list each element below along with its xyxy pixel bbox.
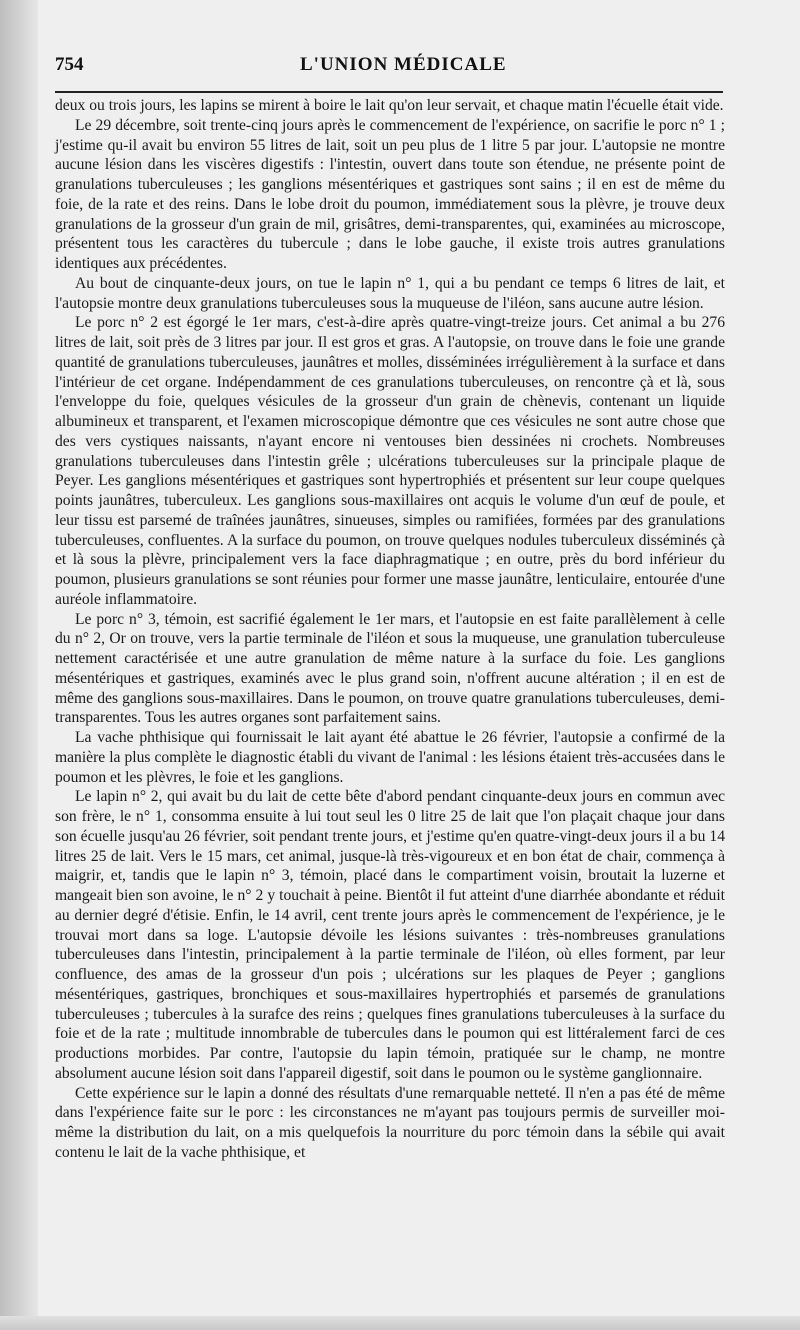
- page-number: 754: [55, 54, 84, 75]
- paragraph-continuation: deux ou trois jours, les lapins se mirent à boire le lait qu'on leur servait, et chaque matin l'écuelle était vide.: [55, 97, 724, 114]
- paragraph-porc-1: Le 29 décembre, soit trente-cinq jours après le commencement de l'expérience, on sacrifie le porc n° 1 ; j'estime qu-il avait bu environ 55 litres de lait, soit un peu plus de 1 litre 5 par jour. L'autopsie ne montre aucune lésion dans les viscères digestifs : l'intestin, ouvert dans toute son étendue, ne présente point de granulations tuberculeuses ; les ganglions mésentériques et gastriques sont sains ; il en est de même du foie, de la rate et des reins. Dans le lobe droit du poumon, immédiatement sous la plèvre, je trouve deux granulations de la grosseur d'un grain de mil, grisâtres, demi-transparentes, qui, examinées au microscope, présentent tous les caractères du tubercule ; dans le lobe gauche, il existe trois autres granulations identiques aux précédentes.: [55, 116, 725, 272]
- paragraph-lapin-2: Le lapin n° 2, qui avait bu du lait de cette bête d'abord pendant cinquante-deux jours en commun avec son frère, le n° 1, consomma ensuite à lui tout seul les 0 litre 25 de lait que l'on plaçait chaque jour dans son écuelle jusqu'au 26 février, soit pendant trente jours, et j'estime qu'en quatre-vingt-deux jours il a bu 14 litres 25 de lait. Vers le 15 mars, cet animal, jusque-là très-vigoureux et en bon état de chair, commença à maigrir, et, tandis que le lapin n° 3, témoin, placé dans le compartiment voisin, broutait la luzerne et mangeait bien son avoine, le n° 2 y touchait à peine. Bientôt il fut atteint d'une diarrhée abondante et réduit au dernier degré d'étisie. Enfin, le 14 avril, cent trente jours après le commencement de l'expérience, je le trouvai mort dans sa loge. L'autopsie dévoile les lésions suivantes : très-nombreuses granulations tuberculeuses dans l'intestin, principalement à la partie terminale de l'iléon, où elles forment, par leur confluence, des amas de la grosseur d'un pois ; ulcérations sur les plaques de Peyer ; ganglions mésentériques, gastriques, bronchiques et sous-maxillaires hypertrophiés et parsemés de granulations tuberculeuses ; tubercules à la surafce des reins ; quelques fines granulations tuberculeuses à la surface du foie et de la rate ; multitude innombrable de tubercules dans le poumon qui est littéralement farci de ces productions morbides. Par contre, l'autopsie du lapin témoin, pratiquée sur le champ, ne montre absolument aucune lésion soit dans l'appareil digestif, soit dans le poumon ou le système ganglionnaire.: [55, 788, 725, 1082]
- body-text: [55, 96, 725, 1163]
- page-edge-shadow: [0, 0, 38, 1330]
- paragraph-vache: La vache phthisique qui fournissait le lait ayant été abattue le 26 février, l'autopsie a confirmé de la manière la plus complète le diagnostic établi du vivant de l'animal : les lésions étaient très-accusées dans le poumon et les plèvres, le foie et les ganglions.: [55, 729, 725, 786]
- paragraph-lapin-1: Au bout de cinquante-deux jours, on tue le lapin n° 1, qui a bu pendant ce temps 6 litres de lait, et l'autopsie montre deux granulations tuberculeuses sous la muqueuse de l'iléon, sans aucune autre lésion.: [55, 274, 725, 312]
- running-title: L'UNION MÉDICALE: [300, 54, 507, 75]
- header-rule: [55, 91, 723, 93]
- paragraph-conclusion: Cette expérience sur le lapin a donné des résultats d'une remarquable netteté. Il n'en a pas été de même dans l'expérience faite sur le porc : les circonstances ne m'ayant pas toujours permis de surveiller moi-même la distribution du lait, on a mis quelquefois la nourriture du porc témoin dans la sébile qui avait contenu le lait de la vache phthisique, et: [55, 1084, 725, 1161]
- paragraph-porc-3: Le porc n° 3, témoin, est sacrifié également le 1er mars, et l'autopsie en est faite parallèlement à celle du n° 2, Or on trouve, vers la partie terminale de l'iléon et sous la muqueuse, une granulation tuberculeuse nettement caractérisée et une autre granulation de même nature à la surface du foie. Les ganglions mésentériques et gastriques, examinés avec le plus grand soin, n'offrent aucune altération ; il en est de même des ganglions sous-maxillaires. Dans le poumon, on trouve quatre granulations tuberculeuses, demi-transparentes. Tous les autres organes sont parfaitement sains.: [55, 610, 725, 727]
- paragraph-porc-2: Le porc n° 2 est égorgé le 1er mars, c'est-à-dire après quatre-vingt-treize jours. Cet animal a bu 276 litres de lait, soit près de 3 litres par jour. Il est gros et gras. A l'autopsie, on trouve dans le foie une grande quantité de granulations tuberculeuses, jaunâtres et molles, disséminées irrégulièrement à la surface et dans l'intérieur de cet organe. Indépendamment de ces granulations tuberculeuses, on rencontre çà et là, sous l'enveloppe du foie, quelques vésicules de la grosseur d'un grain de chènevis, contenant un liquide albumineux et transparent, et l'examen microscopique démontre que ces vésicules ne sont autre chose que des vers cystiques naissants, n'ayant encore ni ventouses bien dessinées ni crochets. Nombreuses granulations tuberculeuses dans l'intestin grêle ; ulcérations tuberculeuses sur la principale plaque de Peyer. Les ganglions mésentériques et gastriques sont hypertrophiés et présentent sur leur coupe quelques points jaunâtres, tuberculeux. Les ganglions sous-maxillaires ont acquis le volume d'un œuf de poule, et leur tissu est parsemé de traînées jaunâtres, sinueuses, simples ou ramifiées, formées par des granulations tuberculeuses, confluentes. A la surface du poumon, on trouve quelques nodules tuberculeux disséminés çà et là sous la plèvre, principalement vers la face diaphragmatique ; en outre, près du bord inférieur du poumon, plusieurs granulations se sont réunies pour former une masse jaunâtre, lenticulaire, entourée d'une auréole inflammatoire.: [55, 314, 725, 608]
- page-header: [55, 52, 723, 88]
- page-bottom-edge: [0, 1316, 800, 1330]
